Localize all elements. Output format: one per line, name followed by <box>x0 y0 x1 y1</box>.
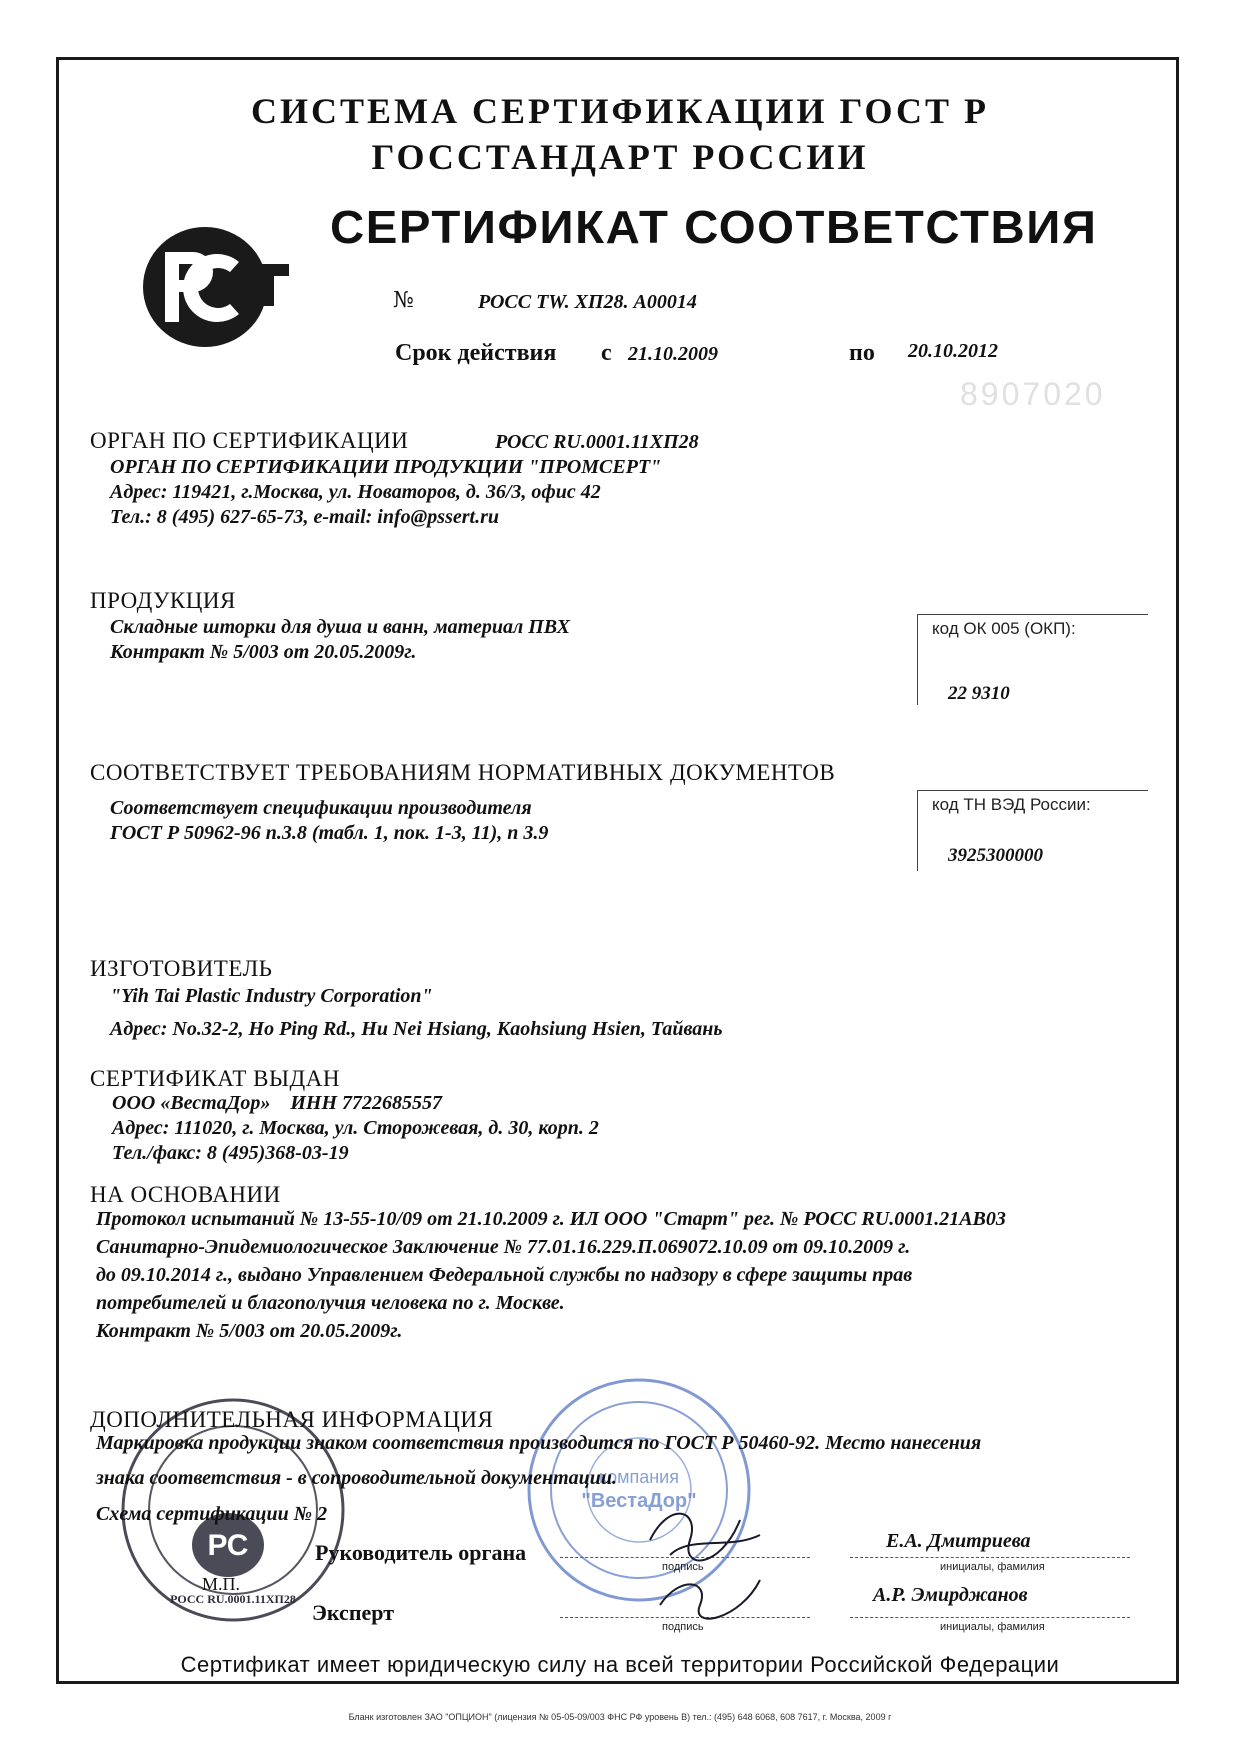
signature-caption: подпись <box>662 1621 704 1633</box>
head-name-line <box>850 1557 1130 1558</box>
issued-to-contacts: Тел./факс: 8 (495)368-03-19 <box>112 1142 349 1164</box>
certification-body-address: Адрес: 119421, г.Москва, ул. Новаторов, д. 36/3, офис 42 <box>110 481 601 503</box>
validity-to-label: по <box>849 340 875 366</box>
basis-line: Протокол испытаний № 13-55-10/09 от 21.10.2009 г. ИЛ ООО "Старт" рег. № РОСС RU.0001.21АВ03 <box>96 1208 1006 1230</box>
blank-serial-number: 8907020 <box>960 376 1106 412</box>
issued-to-name: ООО «ВестаДор» ИНН 7722685557 <box>112 1092 443 1114</box>
certification-body-contacts: Тел.: 8 (495) 627-65-73, e-mail: info@pssert.ru <box>110 506 499 528</box>
product-contract: Контракт № 5/003 от 20.05.2009г. <box>110 641 417 663</box>
compliance-line2: ГОСТ Р 50962-96 п.3.8 (табл. 1, пок. 1-3, 11), п 3.9 <box>110 822 549 844</box>
expert-label: Эксперт <box>312 1600 395 1625</box>
certificate-number: РОСС TW. ХП28. А00014 <box>478 291 697 313</box>
system-title-line1: СИСТЕМА СЕРТИФИКАЦИИ ГОСТ Р <box>251 91 989 131</box>
additional-info-line2: знака соответствия - в сопроводительной документации. <box>96 1467 618 1489</box>
certification-body-code: РОСС RU.0001.11ХП28 <box>495 431 699 453</box>
issued-to-heading: СЕРТИФИКАТ ВЫДАН <box>90 1066 340 1091</box>
head-of-body-label: Руководитель органа <box>315 1540 527 1565</box>
pct-logo-icon <box>135 222 295 352</box>
okp-code-label: код ОК 005 (ОКП): <box>932 619 1076 638</box>
tnved-code-label: код ТН ВЭД России: <box>932 795 1091 814</box>
valid-to-date: 20.10.2012 <box>908 340 998 362</box>
head-of-body-name: Е.А. Дмитриева <box>886 1530 1031 1552</box>
manufacturer-heading: ИЗГОТОВИТЕЛЬ <box>90 956 273 981</box>
validity-label: Срок действия <box>395 340 557 366</box>
basis-line: до 09.10.2014 г., выдано Управлением Федеральной службы по надзору в сфере защиты прав <box>96 1264 913 1286</box>
product-heading: ПРОДУКЦИЯ <box>90 588 236 613</box>
print-note: Бланк изготовлен ЗАО "ОПЦИОН" (лицензия № 05-05-09/003 ФНС РФ уровень В) тел.: (495) 648 6068, 608 7617, г. Москва, 2009 г <box>348 1712 892 1722</box>
basis-line: Контракт № 5/003 от 20.05.2009г. <box>96 1320 403 1342</box>
certification-body-name: ОРГАН ПО СЕРТИФИКАЦИИ ПРОДУКЦИИ "ПРОМСЕРТ" <box>110 456 662 478</box>
svg-text:компания: компания <box>599 1467 679 1487</box>
product-description: Складные шторки для душа и ванн, материал ПВХ <box>110 616 570 638</box>
certificate-number-label: № <box>393 288 414 313</box>
system-title <box>0 88 1240 180</box>
basis-heading: НА ОСНОВАНИИ <box>90 1182 281 1207</box>
initials-caption: инициалы, фамилия <box>940 1621 1045 1633</box>
tnved-code-value: 3925300000 <box>948 845 1043 866</box>
additional-info-line3: Схема сертификации № 2 <box>96 1503 328 1525</box>
svg-text:РС: РС <box>207 1529 249 1562</box>
compliance-heading: СООТВЕТСТВУЕТ ТРЕБОВАНИЯМ НОРМАТИВНЫХ ДОКУМЕНТОВ <box>90 760 836 785</box>
compliance-line1: Соответствует спецификации производителя <box>110 797 532 819</box>
stamp-place-mark: М.П. <box>202 1574 241 1594</box>
manufacturer-address: Адрес: No.32-2, Ho Ping Rd., Hu Nei Hsiang, Kaohsiung Hsien, Тайвань <box>110 1018 723 1040</box>
tnved-code-box <box>917 790 1148 871</box>
system-title-line2: ГОССТАНДАРТ РОССИИ <box>371 137 869 177</box>
issued-to-address: Адрес: 111020, г. Москва, ул. Сторожевая, д. 30, корп. 2 <box>112 1117 599 1139</box>
basis-line: потребителей и благополучия человека по г. Москве. <box>96 1292 565 1314</box>
legal-notice: Сертификат имеет юридическую силу на всей территории Российской Федерации <box>180 1652 1060 1677</box>
valid-from-date: 21.10.2009 <box>628 343 718 365</box>
validity-from-label: с <box>601 340 612 366</box>
basis-line: Санитарно-Эпидемиологическое Заключение № 77.01.16.229.П.069072.10.09 от 09.10.2009 г. <box>96 1236 911 1258</box>
certification-body-heading: ОРГАН ПО СЕРТИФИКАЦИИ <box>90 428 409 453</box>
manufacturer-name: "Yih Tai Plastic Industry Corporation" <box>110 985 433 1007</box>
initials-caption: инициалы, фамилия <box>940 1561 1045 1573</box>
handwritten-signatures-icon <box>630 1480 780 1630</box>
additional-info-line1: Маркировка продукции знаком соответствия производится по ГОСТ Р 50460-92. Место нанесения <box>96 1432 982 1454</box>
expert-name: А.Р. Эмирджанов <box>873 1584 1028 1606</box>
certificate-title: СЕРТИФИКАТ СООТВЕТСТВИЯ <box>330 201 1098 253</box>
expert-name-line <box>850 1617 1130 1618</box>
svg-text:"ВестаДор": "ВестаДор" <box>581 1490 697 1512</box>
signature-caption: подпись <box>662 1561 704 1573</box>
okp-code-value: 22 9310 <box>948 683 1010 704</box>
okp-code-box <box>917 614 1148 705</box>
additional-info-heading: ДОПОЛНИТЕЛЬНАЯ ИНФОРМАЦИЯ <box>90 1407 494 1432</box>
svg-text:РОСС RU.0001.11ХП28: РОСС RU.0001.11ХП28 <box>170 1592 296 1606</box>
